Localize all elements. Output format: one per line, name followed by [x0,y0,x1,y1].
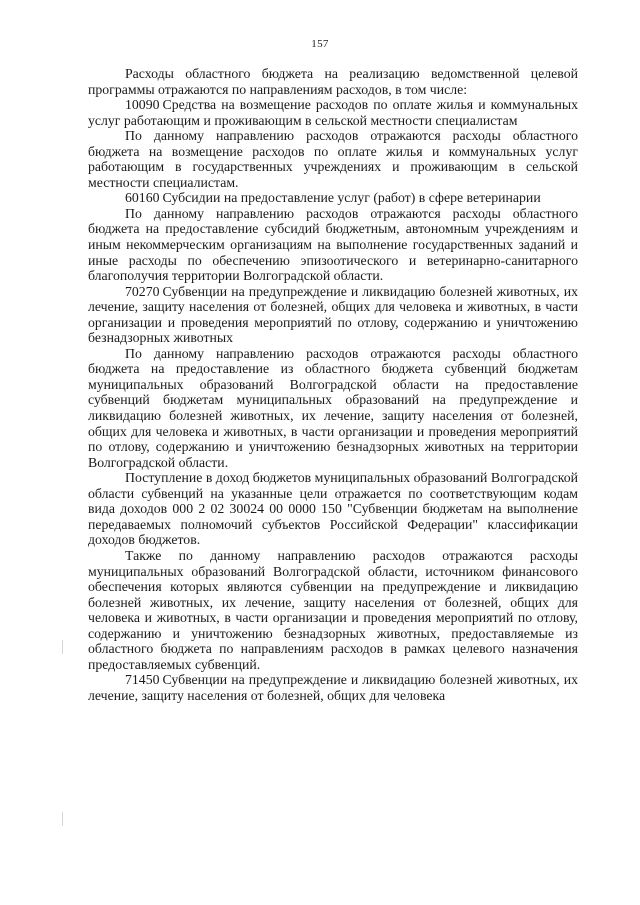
expense-code: 10090 [125,97,160,113]
page-number: 157 [311,38,329,50]
paragraph-text: Также по данному направлению расходов отражаются расходы муниципальных образований Волгоградской области, источником финансового обеспечения которых являются субвенции на предупреждение и ликвидацию болезней животных, их лечение, защиту населения от болезней, общих для человека и животных, в части организации и проведения мероприятий по отлову, содержанию и уничтожению безнадзорных животных, предоставляемые из областного бюджета по направлениям расходов в рамках целевого назначения предоставляемых субвенций. [88,547,578,672]
expense-entry-70270 [88,284,578,346]
expense-title: Субвенции на предупреждение и ликвидацию болезней животных, их лечение, защиту населения от болезней, общих для человека [88,672,578,703]
expense-title: Субсидии на предоставление услуг (работ) в сфере ветеринарии [162,190,541,206]
revenue-paragraph [88,470,578,548]
expense-entry-71450 [88,672,578,703]
description-paragraph [88,128,578,190]
description-paragraph [88,206,578,284]
paragraph-text: Расходы областного бюджета на реализацию ведомственной целевой программы отражаются по направлениям расходов, в том числе: [88,66,578,97]
paragraph-text: По данному направлению расходов отражаются расходы областного бюджета на предоставление субсидий бюджетным, автономным учреждениям и иным некоммерческим организациям на выполнение государственных заданий и иные расходы по обеспечению эпизоотического и ветеринарно-санитарного благополучия территории Волгоградской области. [88,205,578,284]
expense-entry-60160 [88,190,578,206]
expense-entry-10090 [88,97,578,128]
paragraph-text: Поступление в доход бюджетов муниципальных образований Волгоградской области субвенций на указанные цели отражается по соответствующим кодам вида доходов 000 2 02 30024 00 0000 150 "Субвенции бюджетам на выполнение передаваемых полномочий субъектов Российской Федерации" классификации доходов бюджетов. [88,470,578,548]
paragraph-text: По данному направлению расходов отражаются расходы областного бюджета на предоставление из областного бюджета субвенций бюджетам муниципальных образований Волгоградской области на предоставление субвенций бюджетам муниципальных образований на предупреждение и ликвидацию болезней животных, их лечение, защиту населения от болезней, общих для человека и животных, в части организации и проведения мероприятий по отлову, содержанию и уничтожению безнадзорных животных на территории Волгоградской области. [88,345,578,470]
intro-paragraph [88,66,578,97]
description-paragraph [88,346,578,470]
margin-mark [62,812,63,826]
paragraph-text: По данному направлению расходов отражаются расходы областного бюджета на возмещение расходов по оплате жилья и коммунальных услуг работающим в государственных учреждениях и проживающим в сельской местности специалистам. [88,128,578,190]
expense-code: 70270 [125,283,160,299]
expense-code: 60160 [125,190,160,206]
expense-code: 71450 [125,672,160,688]
document-body [88,66,578,703]
description-paragraph [88,548,578,672]
margin-mark [62,640,63,654]
expense-title: Средства на возмещение расходов по оплате жилья и коммунальных услуг работающим и проживающим в сельской местности специалистам [88,97,578,128]
expense-title: Субвенции на предупреждение и ликвидацию болезней животных, их лечение, защиту населения от болезней, общих для человека и животных, в части организации и проведения мероприятий по отлову, содержанию и уничтожению безнадзорных животных [88,283,578,346]
